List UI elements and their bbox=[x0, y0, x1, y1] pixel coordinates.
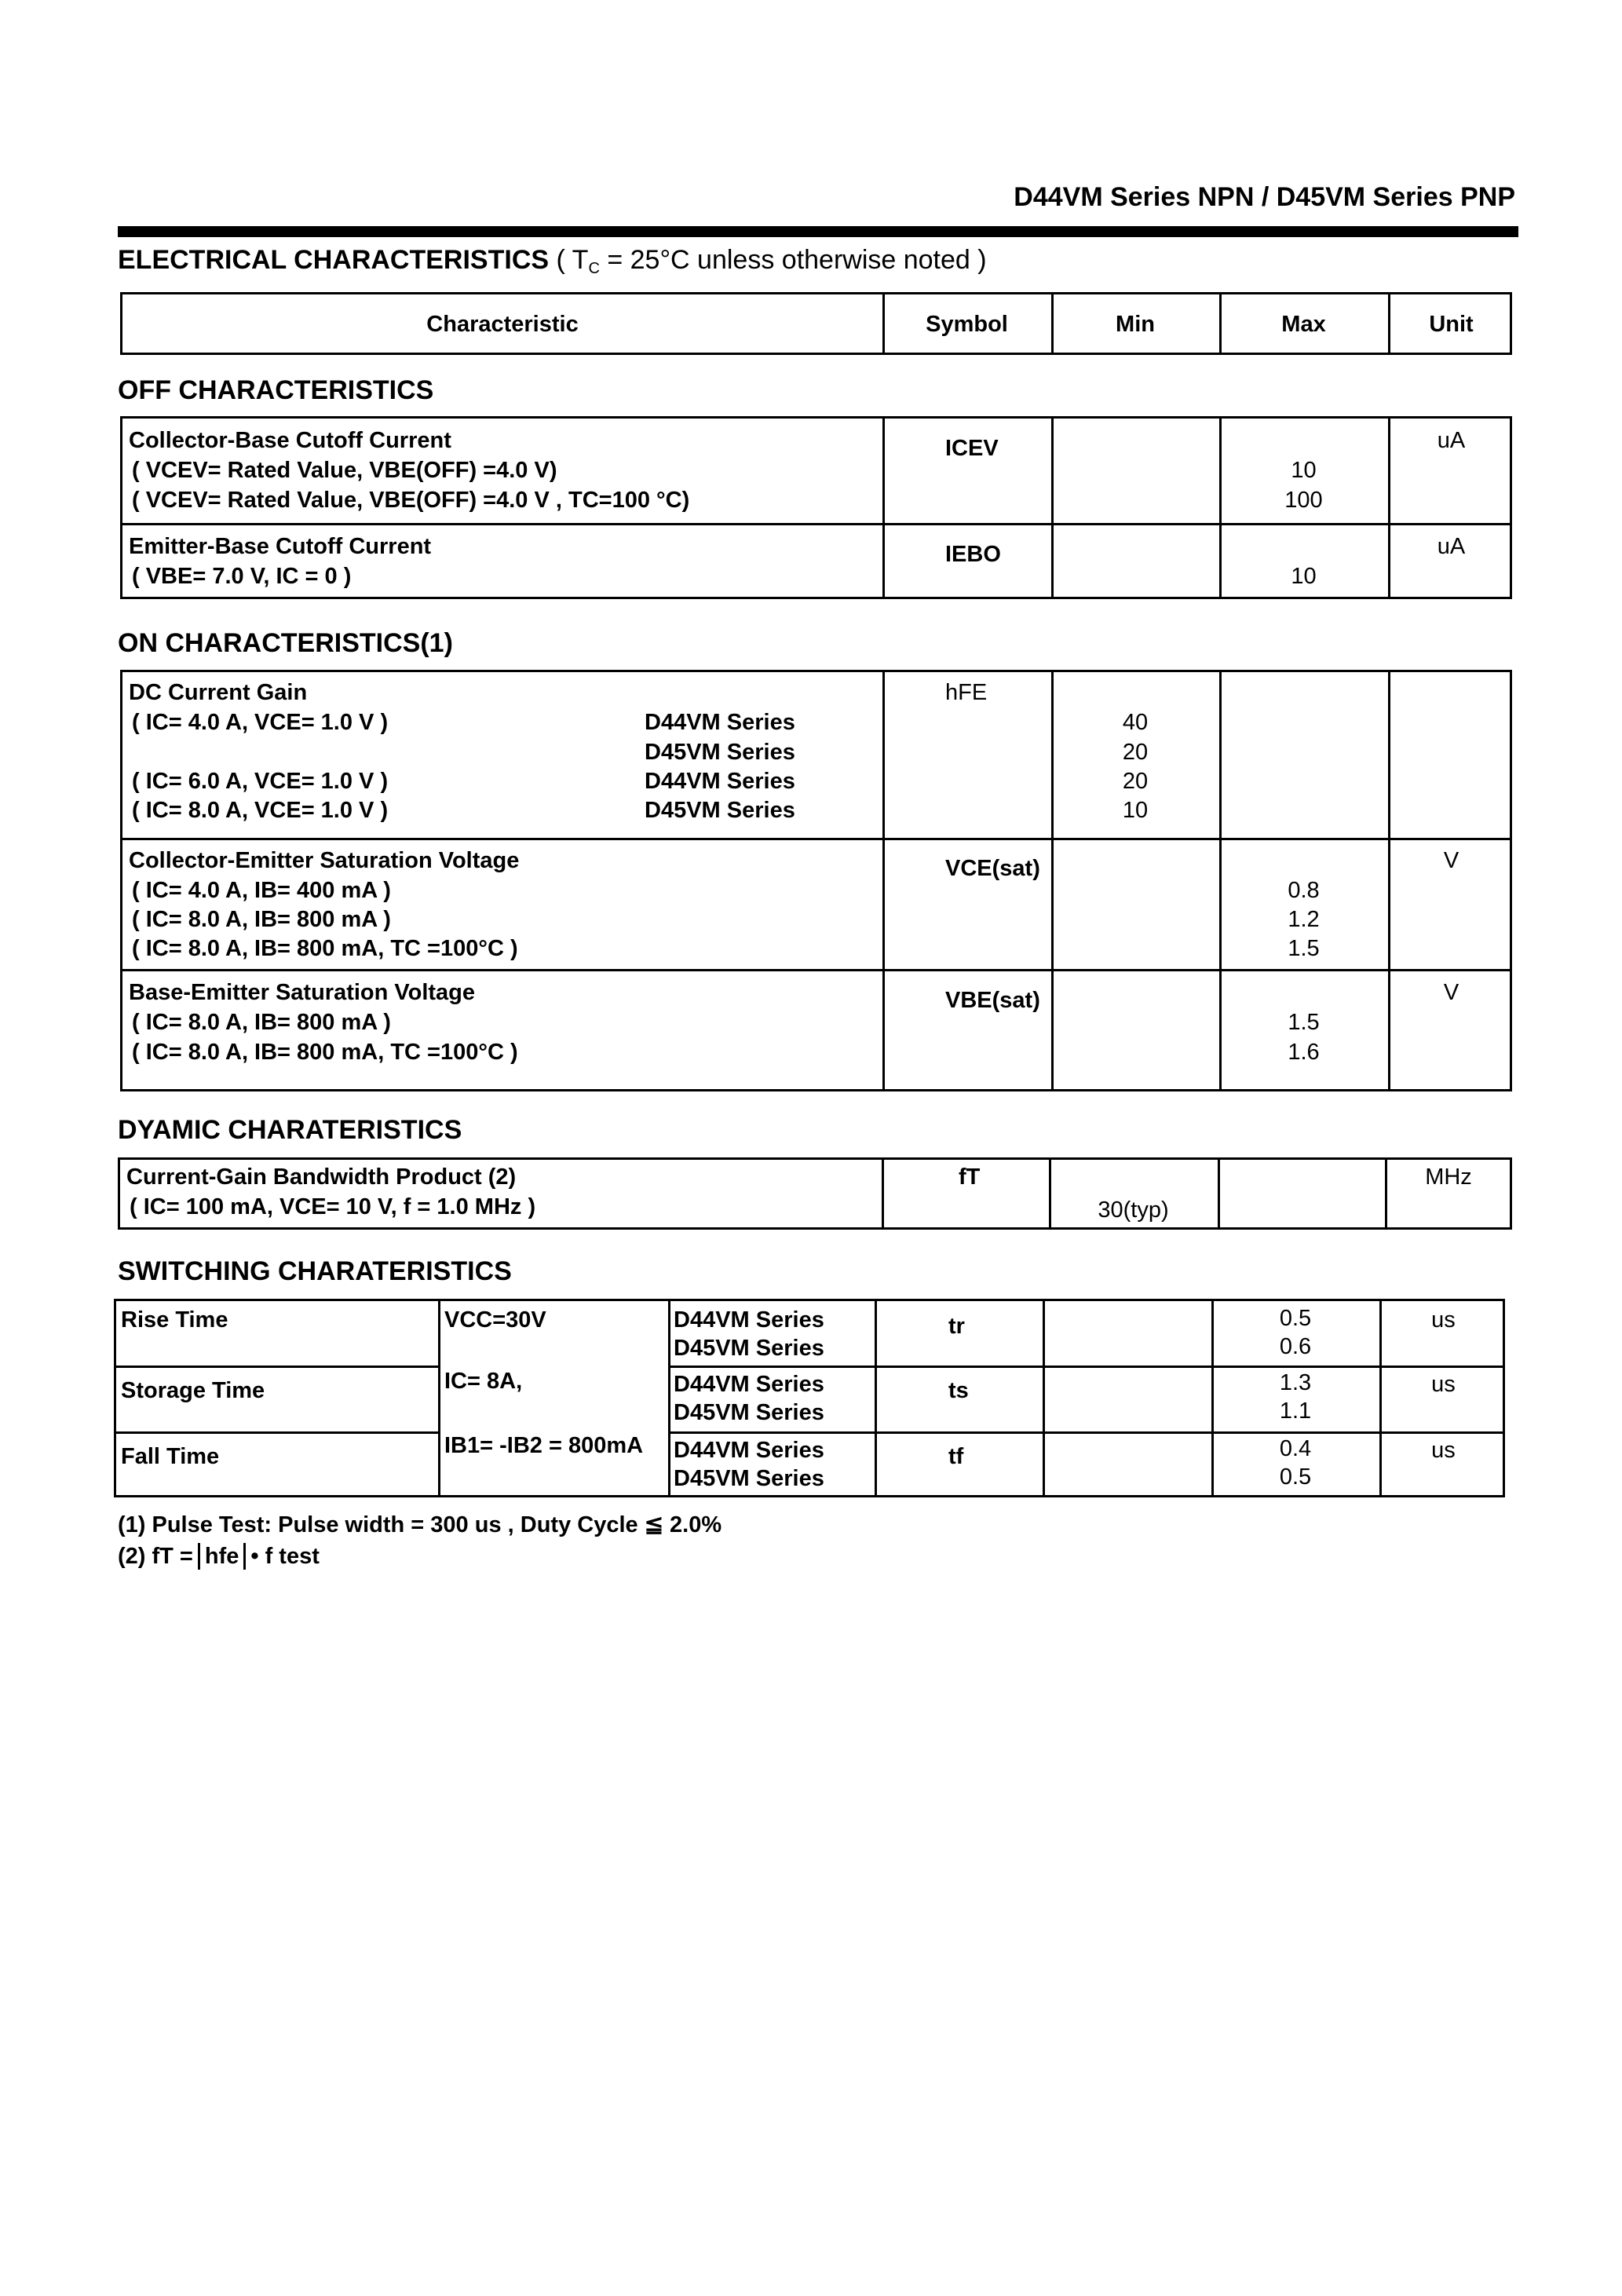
dc-gain-series-1: D44VM Series bbox=[645, 710, 795, 735]
vce-sat-max-2: 1.2 bbox=[1288, 907, 1320, 932]
rise-time-series-1: D44VM Series bbox=[674, 1307, 824, 1333]
dc-gain-series-3: D44VM Series bbox=[645, 769, 795, 794]
document-series-title: D44VM Series NPN / D45VM Series PNP bbox=[1014, 182, 1515, 212]
vce-sat-condition-2: ( IC= 8.0 A, IB= 800 mA ) bbox=[132, 907, 391, 932]
rise-time-max-2: 0.6 bbox=[1279, 1334, 1312, 1359]
vbe-sat-condition-1: ( IC= 8.0 A, IB= 800 mA ) bbox=[132, 1010, 391, 1035]
header-characteristic: Characteristic bbox=[426, 312, 579, 337]
symbol-vce-sat: VCE(sat) bbox=[945, 856, 1040, 881]
symbol-ft: fT bbox=[959, 1164, 981, 1190]
off-characteristics-table bbox=[120, 416, 1512, 599]
emitter-base-condition: ( VBE= 7.0 V, IC = 0 ) bbox=[132, 564, 352, 589]
symbol-iebo: IEBO bbox=[945, 542, 1001, 567]
storage-time-max-1: 1.3 bbox=[1279, 1370, 1312, 1395]
symbol-hfe: hFE bbox=[945, 680, 988, 705]
switching-condition-ic: IC= 8A, bbox=[444, 1369, 523, 1394]
switching-characteristics-table bbox=[114, 1299, 1505, 1497]
iebo-unit: uA bbox=[1437, 534, 1466, 559]
vbe-sat-label: Base-Emitter Saturation Voltage bbox=[129, 980, 476, 1005]
dc-gain-series-2: D45VM Series bbox=[645, 740, 795, 765]
on-characteristics-title: ON CHARACTERISTICS(1) bbox=[118, 628, 453, 658]
switching-condition-vcc: VCC=30V bbox=[444, 1307, 546, 1333]
icev-max-2: 100 bbox=[1284, 488, 1323, 513]
dc-gain-condition-2: ( IC= 6.0 A, VCE= 1.0 V ) bbox=[132, 769, 389, 794]
fall-time-series-2: D45VM Series bbox=[674, 1466, 824, 1491]
fall-time-unit: us bbox=[1431, 1438, 1456, 1463]
electrical-conditions: ( $T_C = 25^\circ C$ unless otherwise noted ) bbox=[556, 245, 987, 277]
rise-time-label: Rise Time bbox=[121, 1307, 228, 1333]
column-header-table bbox=[120, 292, 1512, 355]
vbe-sat-condition-2: ( IC= 8.0 A, IB= 800 mA, TC =100°C ) bbox=[132, 1040, 518, 1065]
vce-sat-max-1: 0.8 bbox=[1288, 878, 1320, 903]
rise-time-max-1: 0.5 bbox=[1279, 1306, 1312, 1331]
hfe-min-4: 10 bbox=[1122, 798, 1149, 823]
header-max: Max bbox=[1281, 312, 1326, 337]
dynamic-characteristics-table bbox=[118, 1157, 1512, 1230]
note-ft-formula: (2) fT = hfe • f test bbox=[118, 1544, 320, 1569]
on-characteristics-table bbox=[120, 670, 1512, 1091]
storage-time-max-2: 1.1 bbox=[1279, 1398, 1312, 1424]
dc-gain-condition-1: ( IC= 4.0 A, VCE= 1.0 V ) bbox=[132, 710, 389, 735]
emitter-base-cutoff-label: Emitter-Base Cutoff Current bbox=[129, 534, 432, 559]
hfe-min-1: 40 bbox=[1122, 710, 1149, 735]
fall-time-max-2: 0.5 bbox=[1279, 1464, 1312, 1490]
icev-max-1: 10 bbox=[1291, 458, 1317, 483]
ft-unit: MHz bbox=[1425, 1164, 1472, 1190]
vce-sat-condition-3: ( IC= 8.0 A, IB= 800 mA, TC =100°C ) bbox=[132, 936, 518, 961]
switching-condition-ib: IB1= -IB2 = 800mA bbox=[444, 1433, 644, 1458]
vbe-sat-max-1: 1.5 bbox=[1288, 1010, 1320, 1035]
iebo-max: 10 bbox=[1291, 564, 1317, 589]
fall-time-series-1: D44VM Series bbox=[674, 1438, 824, 1463]
collector-base-condition-2: ( VCEV= Rated Value, VBE(OFF) =4.0 V , TC=100 °C) bbox=[132, 488, 690, 513]
dc-gain-condition-3: ( IC= 8.0 A, VCE= 1.0 V ) bbox=[132, 798, 389, 823]
vbe-sat-max-2: 1.6 bbox=[1288, 1040, 1320, 1065]
storage-time-unit: us bbox=[1431, 1372, 1456, 1397]
vce-sat-unit: V bbox=[1443, 848, 1459, 873]
header-min: Min bbox=[1116, 312, 1155, 337]
rise-time-unit: us bbox=[1431, 1307, 1456, 1333]
vce-sat-max-3: 1.5 bbox=[1288, 936, 1320, 961]
dynamic-characteristics-title: DYAMIC CHARATERISTICS bbox=[118, 1115, 462, 1145]
vce-sat-condition-1: ( IC= 4.0 A, IB= 400 mA ) bbox=[132, 878, 391, 903]
symbol-tr: tr bbox=[948, 1314, 965, 1339]
symbol-tf: tf bbox=[948, 1444, 964, 1469]
header-rule bbox=[118, 226, 1518, 237]
storage-time-series-1: D44VM Series bbox=[674, 1372, 824, 1397]
hfe-min-3: 20 bbox=[1122, 769, 1149, 794]
electrical-characteristics-title: ELECTRICAL CHARACTERISTICS ( $T_C = 25^\circ C$ unless otherwise noted ) bbox=[118, 245, 987, 277]
header-unit: Unit bbox=[1429, 312, 1474, 337]
storage-time-label: Storage Time bbox=[121, 1378, 265, 1403]
rise-time-series-2: D45VM Series bbox=[674, 1336, 824, 1361]
hfe-min-2: 20 bbox=[1122, 740, 1149, 765]
symbol-vbe-sat: VBE(sat) bbox=[945, 988, 1040, 1013]
symbol-icev: ICEV bbox=[945, 436, 999, 461]
off-characteristics-title: OFF CHARACTERISTICS bbox=[118, 375, 434, 405]
symbol-ts: ts bbox=[948, 1378, 969, 1403]
dc-current-gain-label: DC Current Gain bbox=[129, 680, 308, 705]
bandwidth-product-label: Current-Gain Bandwidth Product (2) bbox=[126, 1164, 517, 1190]
vce-sat-label: Collector-Emitter Saturation Voltage bbox=[129, 848, 520, 873]
storage-time-series-2: D45VM Series bbox=[674, 1400, 824, 1425]
icev-unit: uA bbox=[1437, 428, 1466, 453]
note-pulse-test: (1) Pulse Test: Pulse width = 300 us , Duty Cycle ≦ 2.0% bbox=[118, 1512, 722, 1537]
switching-characteristics-title: SWITCHING CHARATERISTICS bbox=[118, 1256, 512, 1286]
header-symbol: Symbol bbox=[926, 312, 1008, 337]
fall-time-label: Fall Time bbox=[121, 1444, 220, 1469]
fall-time-max-1: 0.4 bbox=[1279, 1436, 1312, 1461]
dc-gain-series-4: D45VM Series bbox=[645, 798, 795, 823]
ft-min: 30(typ) bbox=[1098, 1197, 1169, 1223]
vbe-sat-unit: V bbox=[1443, 980, 1459, 1005]
bandwidth-product-condition: ( IC= 100 mA, VCE= 10 V, f = 1.0 MHz ) bbox=[130, 1194, 536, 1219]
collector-base-cutoff-label: Collector-Base Cutoff Current bbox=[129, 428, 451, 453]
collector-base-condition-1: ( VCEV= Rated Value, VBE(OFF) =4.0 V) bbox=[132, 458, 557, 483]
